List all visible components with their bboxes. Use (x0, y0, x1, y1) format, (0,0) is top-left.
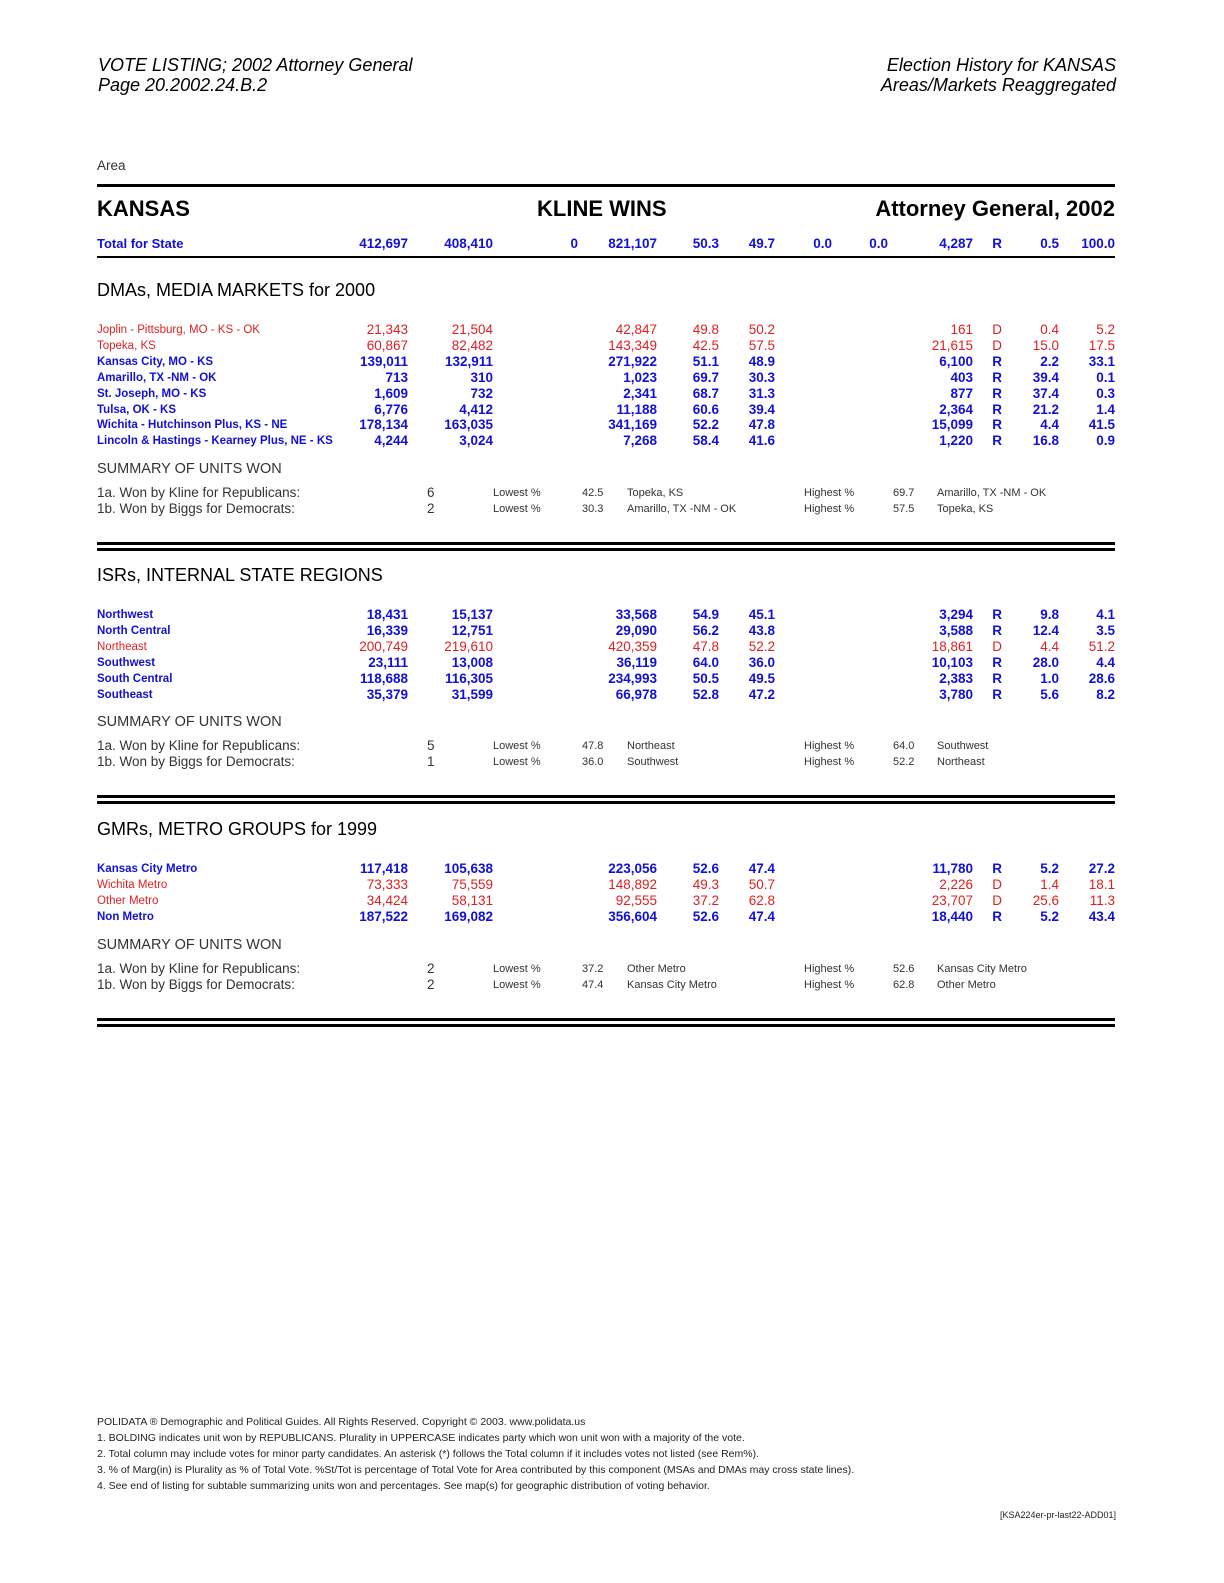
cell-marg: 0.5 (1040, 236, 1059, 251)
area-name: Kansas City Metro (97, 863, 198, 875)
summary-lowlabel: Lowest % (493, 962, 541, 975)
summary-row (0, 738, 1224, 754)
cell-plur: 23,707 (931, 892, 973, 908)
cell-plur: 18,440 (931, 908, 973, 924)
cell-marg: 9.8 (1040, 607, 1059, 622)
area-name: Other Metro (97, 894, 159, 907)
cell-st: 18.1 (1088, 876, 1115, 892)
cell-demp: 62.8 (748, 892, 775, 908)
cell-marg: 4.4 (1040, 417, 1059, 433)
section-double-rule (97, 542, 1115, 545)
cell-marg: 25.6 (1032, 892, 1059, 908)
cell-gopp: 49.8 (692, 322, 719, 337)
summary-count: 5 (427, 738, 435, 754)
cell-marg: 28.0 (1032, 654, 1059, 670)
cell-marg: 4.4 (1040, 638, 1059, 654)
cell-st: 41.5 (1088, 417, 1115, 433)
cell-dem: 408,410 (444, 236, 493, 251)
summary-highlabel: Highest % (804, 962, 855, 975)
cell-gop: 35,379 (366, 686, 408, 702)
cell-gop: 118,688 (359, 670, 408, 686)
cell-gopp: 52.6 (692, 861, 719, 876)
cell-dem: 169,082 (444, 908, 493, 924)
cell-dem-pct: 49.7 (748, 236, 775, 251)
summary-highval: 69.7 (893, 487, 915, 500)
cell-total: 36,119 (616, 654, 657, 670)
footnote-copyright: POLIDATA ® Demographic and Political Guides. All Rights Reserved. Copyright © 2003. www.polidata.us (97, 1416, 586, 1428)
summary-lowname: Other Metro (627, 962, 686, 975)
table-row (0, 639, 1224, 655)
cell-gopp: 51.1 (692, 353, 719, 369)
area-name: Wichita - Hutchinson Plus, KS - NE (97, 419, 288, 432)
history-title-line2: Areas/Markets Reaggregated (880, 75, 1116, 95)
area-name: Tulsa, OK - KS (97, 403, 177, 416)
cell-gop: 139,011 (359, 353, 408, 369)
cell-gopp: 52.8 (692, 686, 719, 702)
footnote-4: 4. See end of listing for subtable summarizing units won and percentages. See map(s) for geographic distribution of voting behavior. (97, 1480, 710, 1492)
cell-gopp: 50.5 (692, 670, 719, 686)
table-row (0, 402, 1224, 418)
cell-dem: 12,751 (451, 622, 493, 638)
summary-highval: 62.8 (893, 978, 915, 991)
cell-total: 29,090 (615, 622, 657, 638)
summary-label: 1a. Won by Kline for Republicans: (97, 485, 301, 501)
state-total-row (0, 236, 1224, 252)
footnote-3: 3. % of Marg(in) is Plurality as % of Total Vote. %St/Tot is percentage of Total Vote for Area contributed by this component (MSAs and DMAs may cross state lines). (97, 1464, 855, 1476)
cell-plur: 161 (950, 322, 973, 337)
cell-demp: 47.8 (748, 417, 775, 433)
summary-row (0, 961, 1224, 977)
page-number: Page 20.2002.24.B.2 (98, 75, 268, 95)
table-row (0, 370, 1224, 386)
cell-st: 43.4 (1088, 908, 1115, 924)
cell-marg: 1.0 (1040, 670, 1059, 686)
cell-plur: 18,861 (931, 638, 973, 654)
cell-dem: 163,035 (444, 417, 493, 433)
summary-lowname: Topeka, KS (627, 487, 684, 500)
history-title (881, 55, 1116, 95)
cell-gop: 73,333 (366, 876, 408, 892)
cell-gopp: 60.6 (692, 401, 719, 417)
cell-ind: 0 (570, 236, 578, 251)
section-double-rule (97, 548, 1115, 551)
cell-total: 223,056 (608, 861, 657, 876)
cell-demp: 50.7 (748, 876, 775, 892)
area-name: North Central (97, 624, 171, 637)
cell-party: R (992, 607, 1002, 622)
summary-lowval: 30.3 (582, 503, 604, 516)
summary-title: SUMMARY OF UNITS WON (97, 714, 282, 731)
area-name: St. Joseph, MO - KS (97, 387, 207, 400)
summary-label: 1b. Won by Biggs for Democrats: (97, 754, 295, 770)
cell-total: 271,922 (608, 353, 657, 369)
cell-demp: 36.0 (748, 654, 775, 670)
cell-plur: 21,615 (931, 337, 973, 353)
summary-lowlabel: Lowest % (493, 487, 541, 500)
area-name: Lincoln & Hastings - Kearney Plus, NE - KS (97, 435, 333, 448)
cell-party: R (992, 236, 1002, 251)
cell-total: 821,107 (608, 236, 657, 251)
summary-count: 2 (427, 501, 435, 517)
cell-marg: 39.4 (1032, 369, 1059, 385)
section-double-rule (97, 801, 1115, 804)
summary-lowname: Kansas City Metro (627, 978, 717, 991)
summary-lowname: Southwest (627, 756, 679, 769)
cell-gop: 117,418 (359, 861, 408, 876)
summary-highname: Northeast (937, 756, 985, 769)
summary-row (0, 501, 1224, 517)
cell-demp: 50.2 (748, 322, 775, 337)
summary-highval: 64.0 (893, 740, 915, 753)
summary-count: 2 (427, 960, 435, 976)
cell-st: 3.5 (1096, 622, 1115, 638)
cell-gopp: 58.4 (692, 433, 719, 449)
cell-st: 0.1 (1096, 369, 1115, 385)
summary-lowlabel: Lowest % (493, 756, 541, 769)
summary-highname: Other Metro (937, 978, 996, 991)
cell-party: R (992, 353, 1002, 369)
cell-demp: 30.3 (748, 369, 775, 385)
summary-lowval: 37.2 (582, 962, 604, 975)
cell-dem: 4,412 (459, 401, 493, 417)
cell-plur: 2,383 (939, 670, 973, 686)
cell-total: 92,555 (615, 892, 657, 908)
cell-total: 148,892 (608, 876, 657, 892)
cell-marg: 37.4 (1032, 385, 1059, 401)
cell-rem-pct: 0.0 (869, 236, 888, 251)
section-title: ISRs, INTERNAL STATE REGIONS (97, 565, 383, 585)
cell-st: 33.1 (1088, 353, 1115, 369)
table-row (0, 607, 1224, 623)
cell-gopp: 37.2 (692, 892, 719, 908)
cell-st: 51.2 (1088, 638, 1115, 654)
cell-marg: 5.2 (1040, 861, 1059, 876)
cell-marg: 12.4 (1032, 622, 1059, 638)
cell-total: 7,268 (623, 433, 657, 449)
cell-plur: 11,780 (932, 861, 973, 876)
cell-dem: 310 (470, 369, 493, 385)
cell-marg: 1.4 (1040, 876, 1059, 892)
summary-highval: 52.2 (893, 756, 915, 769)
cell-st: 8.2 (1096, 686, 1115, 702)
section-double-rule (97, 795, 1115, 798)
cell-gop: 713 (385, 369, 408, 385)
cell-dem: 75,559 (451, 876, 493, 892)
cell-party: D (992, 876, 1002, 892)
summary-count: 6 (427, 485, 435, 501)
cell-demp: 52.2 (748, 638, 775, 654)
cell-st: 0.3 (1096, 385, 1115, 401)
summary-lowval: 36.0 (582, 756, 604, 769)
cell-st: 5.2 (1096, 322, 1115, 337)
cell-demp: 47.4 (748, 908, 775, 924)
summary-highval: 52.6 (893, 962, 915, 975)
cell-demp: 43.8 (748, 622, 775, 638)
cell-demp: 49.5 (748, 670, 775, 686)
state-total-label: Total for State (97, 236, 184, 251)
cell-marg: 21.2 (1032, 401, 1059, 417)
cell-plurality: 4,287 (939, 236, 973, 251)
listing-title-line1: VOTE LISTING; 2002 Attorney General (98, 55, 413, 75)
cell-party: R (992, 433, 1002, 449)
footnotes (97, 1414, 854, 1494)
summary-lowlabel: Lowest % (493, 978, 541, 991)
cell-party: D (992, 892, 1002, 908)
cell-gopp: 69.7 (692, 369, 719, 385)
cell-total: 1,023 (623, 369, 657, 385)
table-row (0, 354, 1224, 370)
listing-title (98, 55, 412, 95)
area-name: Northwest (97, 609, 154, 621)
area-name: Southwest (97, 656, 156, 669)
summary-row (0, 754, 1224, 770)
col-area: Area (97, 158, 126, 173)
cell-plur: 10,103 (931, 654, 973, 670)
summary-lowlabel: Lowest % (493, 503, 541, 516)
summary-title: SUMMARY OF UNITS WON (97, 461, 282, 478)
summary-lowval: 42.5 (582, 487, 604, 500)
area-name: Southeast (97, 688, 153, 701)
table-row (0, 687, 1224, 703)
cell-dem: 732 (470, 385, 493, 401)
cell-total: 2,341 (623, 385, 657, 401)
cell-demp: 31.3 (748, 385, 775, 401)
cell-dem: 13,008 (451, 654, 493, 670)
cell-plur: 15,099 (931, 417, 973, 433)
table-row (0, 655, 1224, 671)
table-row (0, 338, 1224, 354)
cell-gopp: 52.6 (692, 908, 719, 924)
cell-total: 11,188 (616, 401, 657, 417)
area-name: Topeka, KS (97, 339, 156, 352)
cell-dem: 105,638 (444, 861, 493, 876)
cell-marg: 15.0 (1032, 337, 1059, 353)
footnote-1: 1. BOLDING indicates unit won by REPUBLICANS. Plurality in UPPERCASE indicates party which won unit won with a majority of the vote. (97, 1432, 745, 1444)
document-code: [KSA224er-pr-last22-ADD01] (999, 1510, 1116, 1520)
cell-demp: 47.4 (748, 861, 775, 876)
cell-party: R (992, 861, 1002, 876)
cell-total: 234,993 (608, 670, 657, 686)
summary-highname: Amarillo, TX -NM - OK (937, 487, 1047, 500)
race-name: Attorney General, 2002 (875, 196, 1115, 221)
cell-gop: 4,244 (374, 433, 408, 449)
cell-total: 420,359 (608, 638, 657, 654)
cell-st: 0.9 (1096, 433, 1115, 449)
cell-plur: 2,226 (939, 876, 973, 892)
cell-gop: 178,134 (359, 417, 408, 433)
cell-dem: 21,504 (451, 322, 493, 337)
summary-highlabel: Highest % (804, 487, 855, 500)
cell-gop: 1,609 (374, 385, 408, 401)
section-double-rule (97, 1024, 1115, 1027)
cell-gop: 16,339 (366, 622, 408, 638)
area-name: Wichita Metro (97, 878, 168, 891)
summary-row (0, 977, 1224, 993)
cell-st: 28.6 (1088, 670, 1115, 686)
cell-dem: 219,610 (444, 638, 493, 654)
table-row (0, 417, 1224, 433)
cell-party: R (992, 908, 1002, 924)
cell-demp: 48.9 (748, 353, 775, 369)
summary-highname: Topeka, KS (937, 503, 994, 516)
cell-total: 341,169 (608, 417, 657, 433)
cell-gop: 21,343 (366, 322, 408, 337)
cell-dem: 31,599 (451, 686, 493, 702)
cell-gop: 6,776 (374, 401, 408, 417)
table-row (0, 623, 1224, 639)
cell-party: R (992, 654, 1002, 670)
cell-party: R (992, 385, 1002, 401)
cell-demp: 45.1 (748, 607, 775, 622)
total-rule (97, 256, 1115, 258)
cell-party: R (992, 417, 1002, 433)
cell-total: 66,978 (615, 686, 657, 702)
table-row (0, 893, 1224, 909)
summary-lowlabel: Lowest % (493, 740, 541, 753)
cell-gop: 23,111 (368, 654, 408, 670)
cell-demp: 57.5 (748, 337, 775, 353)
summary-highlabel: Highest % (804, 740, 855, 753)
cell-ind-pct: 0.0 (813, 236, 832, 251)
cell-dem: 58,131 (451, 892, 493, 908)
summary-row (0, 485, 1224, 501)
cell-plur: 3,294 (939, 607, 973, 622)
summary-highname: Southwest (937, 740, 989, 753)
summary-lowname: Amarillo, TX -NM - OK (627, 503, 737, 516)
cell-party: D (992, 322, 1002, 337)
race-banner (97, 196, 1115, 224)
area-name: Joplin - Pittsburg, MO - KS - OK (97, 324, 260, 336)
cell-gopp: 47.8 (692, 638, 719, 654)
cell-marg: 5.6 (1040, 686, 1059, 702)
cell-marg: 5.2 (1040, 908, 1059, 924)
cell-gopp: 52.2 (692, 417, 719, 433)
cell-demp: 41.6 (748, 433, 775, 449)
cell-gopp: 64.0 (692, 654, 719, 670)
table-row (0, 386, 1224, 402)
section-title: DMAs, MEDIA MARKETS for 2000 (97, 280, 376, 300)
summary-label: 1b. Won by Biggs for Democrats: (97, 976, 295, 992)
area-name: Kansas City, MO - KS (97, 355, 214, 368)
cell-marg: 2.2 (1040, 353, 1059, 369)
cell-gop: 18,431 (366, 607, 408, 622)
cell-total: 33,568 (615, 607, 657, 622)
summary-highval: 57.5 (893, 503, 915, 516)
summary-label: 1a. Won by Kline for Republicans: (97, 738, 301, 754)
cell-gopp: 68.7 (692, 385, 719, 401)
cell-dem: 116,305 (444, 670, 493, 686)
cell-party: R (992, 401, 1002, 417)
cell-plur: 403 (950, 369, 973, 385)
cell-party: R (992, 622, 1002, 638)
cell-gop-pct: 50.3 (692, 236, 719, 251)
cell-party: D (992, 337, 1002, 353)
cell-st: 27.2 (1088, 861, 1115, 876)
cell-gop: 187,522 (359, 908, 408, 924)
cell-demp: 39.4 (748, 401, 775, 417)
cell-plur: 2,364 (939, 401, 973, 417)
cell-dem: 132,911 (444, 353, 493, 369)
cell-party: R (992, 369, 1002, 385)
summary-lowval: 47.4 (582, 978, 604, 991)
cell-party: R (992, 670, 1002, 686)
cell-plur: 6,100 (939, 353, 973, 369)
cell-st: 17.5 (1088, 337, 1115, 353)
section-title: GMRs, METRO GROUPS for 1999 (97, 819, 378, 839)
cell-plur: 3,780 (939, 686, 973, 702)
summary-count: 1 (427, 754, 435, 770)
summary-label: 1b. Won by Biggs for Democrats: (97, 501, 295, 517)
summary-highlabel: Highest % (804, 503, 855, 516)
cell-party: R (992, 686, 1002, 702)
summary-label: 1a. Won by Kline for Republicans: (97, 960, 301, 976)
cell-st: 4.4 (1096, 654, 1115, 670)
cell-st: 11.3 (1089, 892, 1115, 908)
cell-total: 356,604 (608, 908, 657, 924)
footnote-2: 2. Total column may include votes for minor party candidates. An asterisk (*) follows the Total column if it includes votes not listed (see Rem%). (97, 1448, 759, 1460)
summary-title: SUMMARY OF UNITS WON (97, 936, 282, 953)
table-row (0, 322, 1224, 338)
cell-gopp: 56.2 (692, 622, 719, 638)
section-double-rule (97, 1018, 1115, 1021)
cell-gop: 60,867 (366, 337, 408, 353)
cell-dem: 3,024 (459, 433, 493, 449)
summary-highname: Kansas City Metro (937, 962, 1027, 975)
cell-plur: 3,588 (939, 622, 973, 638)
table-row (0, 433, 1224, 449)
cell-demp: 47.2 (748, 686, 775, 702)
cell-dem: 15,137 (451, 607, 493, 622)
summary-count: 2 (427, 976, 435, 992)
cell-total: 143,349 (608, 337, 657, 353)
summary-lowname: Northeast (627, 740, 675, 753)
winner-label: KLINE WINS (537, 196, 667, 221)
history-title-line1: Election History for KANSAS (886, 55, 1116, 75)
cell-st: 100.0 (1081, 236, 1115, 251)
state-name: KANSAS (97, 196, 190, 221)
header-rule (97, 184, 1115, 187)
cell-st: 1.4 (1096, 401, 1115, 417)
table-row (0, 861, 1224, 877)
cell-marg: 0.4 (1040, 322, 1059, 337)
summary-highlabel: Highest % (804, 756, 855, 769)
cell-gopp: 42.5 (692, 337, 719, 353)
cell-dem: 82,482 (451, 337, 493, 353)
table-row (0, 671, 1224, 687)
area-name: South Central (97, 672, 173, 685)
cell-plur: 1,220 (939, 433, 973, 449)
cell-marg: 16.8 (1032, 433, 1059, 449)
area-name: Northeast (97, 640, 147, 653)
table-row (0, 877, 1224, 893)
cell-total: 42,847 (615, 322, 657, 337)
cell-gop: 200,749 (359, 638, 408, 654)
cell-gopp: 49.3 (692, 876, 719, 892)
area-name: Non Metro (97, 910, 154, 923)
cell-gop: 412,697 (359, 236, 408, 251)
area-name: Amarillo, TX -NM - OK (97, 371, 217, 384)
cell-gopp: 54.9 (692, 607, 719, 622)
cell-party: D (992, 638, 1002, 654)
table-row (0, 909, 1224, 925)
cell-plur: 877 (950, 385, 973, 401)
summary-highlabel: Highest % (804, 978, 855, 991)
summary-lowval: 47.8 (582, 740, 604, 753)
cell-st: 4.1 (1096, 607, 1115, 622)
cell-gop: 34,424 (366, 892, 408, 908)
